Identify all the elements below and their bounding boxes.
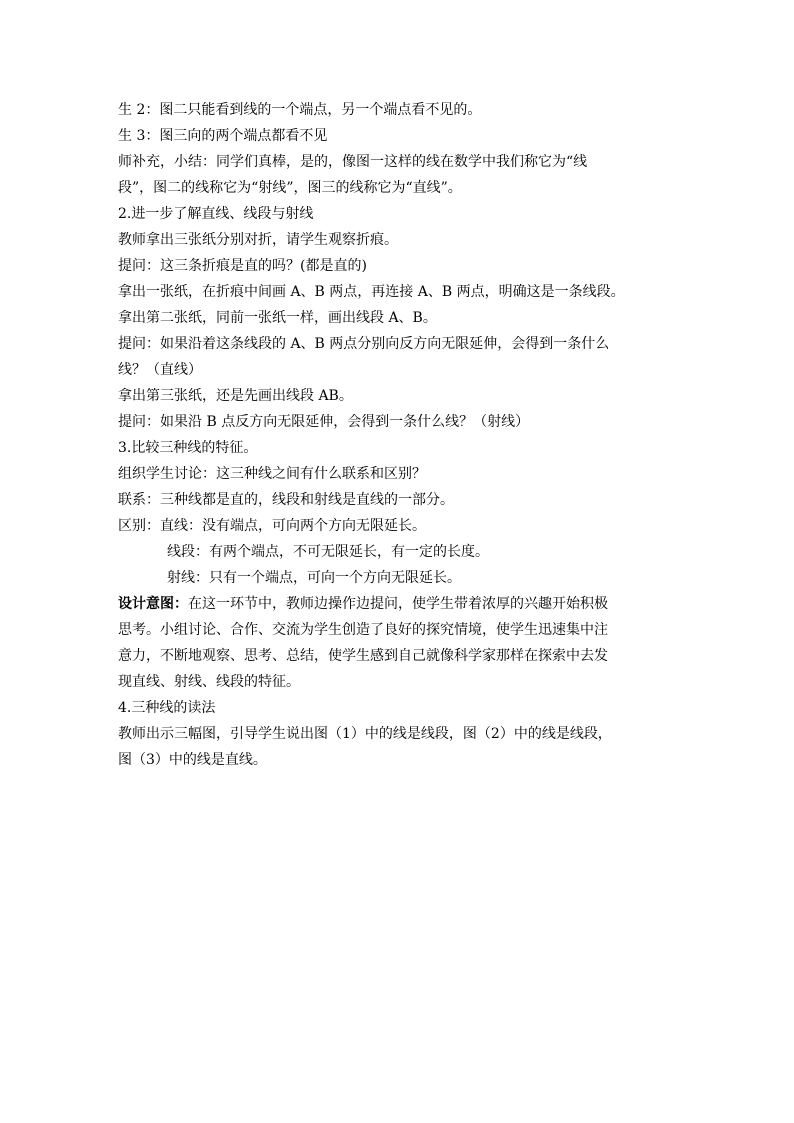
paragraph-line: 拿出一张纸，在折痕中间画 A、B 两点，再连接 A、B 两点，明确这是一条线段。 <box>118 284 625 300</box>
section-heading: 3.比较三种线的特征。 <box>118 440 258 456</box>
paragraph-line: 现直线、射线、线段的特征。 <box>118 674 300 690</box>
document-body <box>118 97 690 773</box>
paragraph-line-indented: 线段：有两个端点，不可无限延长，有一定的长度。 <box>167 544 489 560</box>
paragraph-line: 提问：如果沿 B 点反方向无限延伸，会得到一条什么线？（射线） <box>118 414 530 430</box>
section-heading: 4.三种线的读法 <box>118 700 216 716</box>
paragraph-line-indented: 射线：只有一个端点，可向一个方向无限延长。 <box>167 570 461 586</box>
paragraph-line: 思考。小组讨论、合作、交流为学生创造了良好的探究情境，使学生迅速集中注 <box>118 622 608 638</box>
paragraph-line: 图（3）中的线是直线。 <box>118 752 267 768</box>
paragraph-line: 提问：如果沿着这条线段的 A、B 两点分别向反方向无限延伸，会得到一条什么 <box>118 336 610 352</box>
paragraph-line: 意力，不断地观察、思考、总结，使学生感到自己就像科学家那样在探索中去发 <box>118 648 608 664</box>
design-intent-text: 在这一环节中，教师边操作边提问，使学生带着浓厚的兴趣开始积极 <box>188 596 608 612</box>
paragraph-line: 教师拿出三张纸分别对折，请学生观察折痕。 <box>118 232 398 248</box>
paragraph-line: 拿出第三张纸，还是先画出线段 AB。 <box>118 388 353 404</box>
paragraph-line: 组织学生讨论：这三种线之间有什么联系和区别？ <box>118 466 426 482</box>
paragraph-line: 段”，图二的线称它为“射线”，图三的线称它为“直线”。 <box>118 180 462 196</box>
design-intent-label: 设计意图： <box>118 596 188 612</box>
paragraph-line: 师补充，小结：同学们真棒，是的，像图一这样的线在数学中我们称它为“线 <box>118 154 588 170</box>
paragraph-line: 教师出示三幅图，引导学生说出图（1）中的线是线段，图（2）中的线是线段， <box>118 726 612 742</box>
paragraph-line: 生 2：图二只能看到线的一个端点，另一个端点看不见的。 <box>118 102 482 118</box>
paragraph-line: 生 3：图三向的两个端点都看不见 <box>118 128 328 144</box>
paragraph-line: 联系：三种线都是直的，线段和射线是直线的一部分。 <box>118 492 454 508</box>
design-intent-line <box>118 591 690 617</box>
paragraph-line: 区别：直线：没有端点，可向两个方向无限延长。 <box>118 518 426 534</box>
paragraph-line: 拿出第二张纸，同前一张纸一样，画出线段 A、B。 <box>118 310 437 326</box>
paragraph-line: 提问：这三条折痕是直的吗？(都是直的) <box>118 258 367 274</box>
section-heading: 2.进一步了解直线、线段与射线 <box>118 206 314 222</box>
paragraph-line: 线？（直线） <box>118 362 202 378</box>
